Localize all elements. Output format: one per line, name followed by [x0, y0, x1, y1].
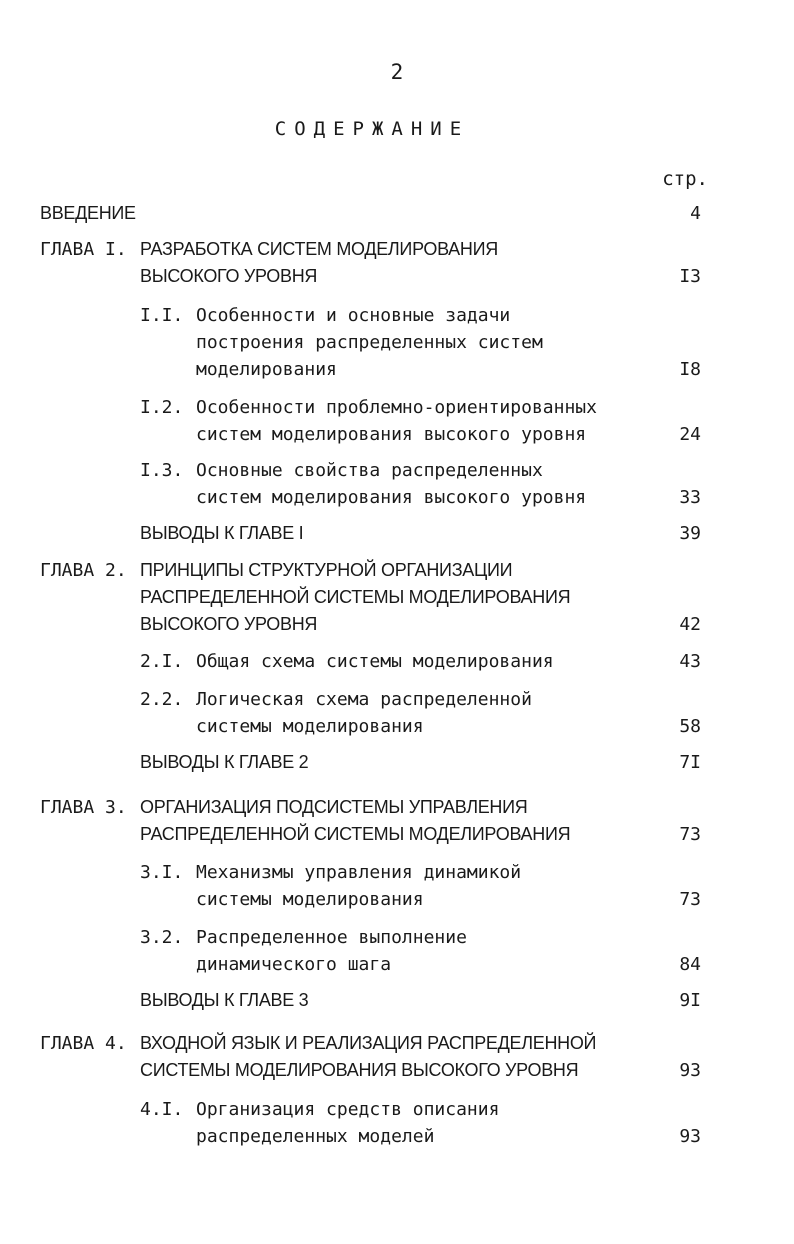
toc-entry — [0, 749, 794, 776]
toc-entry — [0, 421, 794, 448]
toc-entry — [0, 713, 794, 740]
toc-entry — [0, 236, 794, 263]
toc-entry-title: Распределенное выполнение — [196, 927, 467, 948]
toc-entry — [0, 924, 794, 951]
toc-entry-title: ВЫВОДЫ К ГЛАВЕ 3 — [140, 990, 309, 1010]
toc-entry-number: 4.I. — [140, 1099, 184, 1120]
toc-entry — [0, 951, 794, 978]
toc-entry — [0, 329, 794, 356]
toc-entry-title: Организация средств описания — [196, 1099, 500, 1120]
toc-entry-page: 43 — [679, 651, 701, 672]
toc-entry-page: 7I — [679, 752, 701, 773]
toc-entry — [0, 794, 794, 821]
toc-entry-title: ВЫВОДЫ К ГЛАВЕ I — [140, 523, 304, 543]
toc-entry-page: 93 — [679, 1126, 701, 1147]
toc-entry-title: систем моделирования высокого уровня — [196, 487, 587, 508]
toc-entry-title: Основные свойства распределенных — [196, 460, 543, 481]
toc-entry — [0, 520, 794, 547]
toc-entry-title: РАСПРЕДЕЛЕННОЙ СИСТЕМЫ МОДЕЛИРОВАНИЯ — [140, 587, 571, 607]
toc-entry — [0, 648, 794, 675]
toc-entry — [0, 1096, 794, 1123]
page-number: 2 — [390, 60, 404, 84]
toc-entry-title: ВХОДНОЙ ЯЗЫК И РЕАЛИЗАЦИЯ РАСПРЕДЕЛЕННОЙ — [140, 1033, 597, 1053]
toc-entry-number: ГЛАВА 3. — [40, 797, 127, 818]
toc-entry-title: ВЫВОДЫ К ГЛАВЕ 2 — [140, 752, 309, 772]
toc-entry-title: ВЫСОКОГО УРОВНЯ — [140, 266, 318, 286]
toc-entry-number: ГЛАВА I. — [40, 239, 127, 260]
toc-entry-title: системы моделирования — [196, 716, 424, 737]
toc-entry — [0, 200, 794, 227]
toc-entry-title: ВВЕДЕНИЕ — [40, 203, 136, 223]
toc-entry — [0, 557, 794, 584]
toc-entry-title: динамического шага — [196, 954, 392, 975]
toc-entry-title: моделирования — [196, 359, 337, 380]
toc-entry-title: построения распределенных систем — [196, 332, 543, 353]
toc-entry-title: системы моделирования — [196, 889, 424, 910]
toc-entry-title: РАЗРАБОТКА СИСТЕМ МОДЕЛИРОВАНИЯ — [140, 239, 498, 259]
toc-entry-number: ГЛАВА 4. — [40, 1033, 127, 1054]
page-column-label: стр. — [662, 168, 708, 190]
toc-entry-title: ВЫСОКОГО УРОВНЯ — [140, 614, 318, 634]
toc-entry — [0, 302, 794, 329]
toc-entry-page: 58 — [679, 716, 701, 737]
toc-entry-page: 42 — [679, 614, 701, 635]
toc-entry-number: I.2. — [140, 397, 184, 418]
toc-entry — [0, 356, 794, 383]
toc-entry-page: I3 — [679, 266, 701, 287]
toc-entry — [0, 859, 794, 886]
toc-entry-page: 84 — [679, 954, 701, 975]
toc-entry-number: 3.I. — [140, 862, 184, 883]
toc-entry-page: 33 — [679, 487, 701, 508]
toc-entry-page: 24 — [679, 424, 701, 445]
toc-entry-page: 73 — [679, 889, 701, 910]
toc-entry-title: Особенности проблемно-ориентированных — [196, 397, 597, 418]
toc-entry — [0, 1123, 794, 1150]
toc-entry-page: 4 — [690, 203, 701, 224]
toc-entry-title: Особенности и основные задачи — [196, 305, 511, 326]
toc-entry-title: систем моделирования высокого уровня — [196, 424, 587, 445]
toc-entry-page: 39 — [679, 523, 701, 544]
toc-entry — [0, 484, 794, 511]
toc-entry-page: 9I — [679, 990, 701, 1011]
page-title: СОДЕРЖАНИЕ — [274, 118, 470, 140]
toc-entry-title: Механизмы управления динамикой — [196, 862, 522, 883]
toc-entry — [0, 263, 794, 290]
toc-entry — [0, 821, 794, 848]
toc-entry — [0, 1030, 794, 1057]
toc-entry-title: Общая схема системы моделирования — [196, 651, 554, 672]
toc-entry-title: СИСТЕМЫ МОДЕЛИРОВАНИЯ ВЫСОКОГО УРОВНЯ — [140, 1060, 579, 1080]
toc-entry-number: I.I. — [140, 305, 184, 326]
toc-entry — [0, 611, 794, 638]
toc-entry-title: ПРИНЦИПЫ СТРУКТУРНОЙ ОРГАНИЗАЦИИ — [140, 560, 513, 580]
toc-entry — [0, 987, 794, 1014]
toc-entry-title: Логическая схема распределенной — [196, 689, 532, 710]
toc-entry-page: 93 — [679, 1060, 701, 1081]
toc-entry-number: ГЛАВА 2. — [40, 560, 127, 581]
toc-entry-page: I8 — [679, 359, 701, 380]
toc-entry-number: 2.2. — [140, 689, 184, 710]
toc-entry — [0, 886, 794, 913]
toc-entry-title: ОРГАНИЗАЦИЯ ПОДСИСТЕМЫ УПРАВЛЕНИЯ — [140, 797, 528, 817]
toc-entry-number: 2.I. — [140, 651, 184, 672]
toc-entry-page: 73 — [679, 824, 701, 845]
toc-entry-title: РАСПРЕДЕЛЕННОЙ СИСТЕМЫ МОДЕЛИРОВАНИЯ — [140, 824, 571, 844]
toc-entry — [0, 457, 794, 484]
toc-entry-number: I.3. — [140, 460, 184, 481]
toc-entry — [0, 686, 794, 713]
toc-entry — [0, 584, 794, 611]
toc-entry-title: распределенных моделей — [196, 1126, 435, 1147]
toc-entry — [0, 1057, 794, 1084]
toc-entry-number: 3.2. — [140, 927, 184, 948]
toc-entry — [0, 394, 794, 421]
